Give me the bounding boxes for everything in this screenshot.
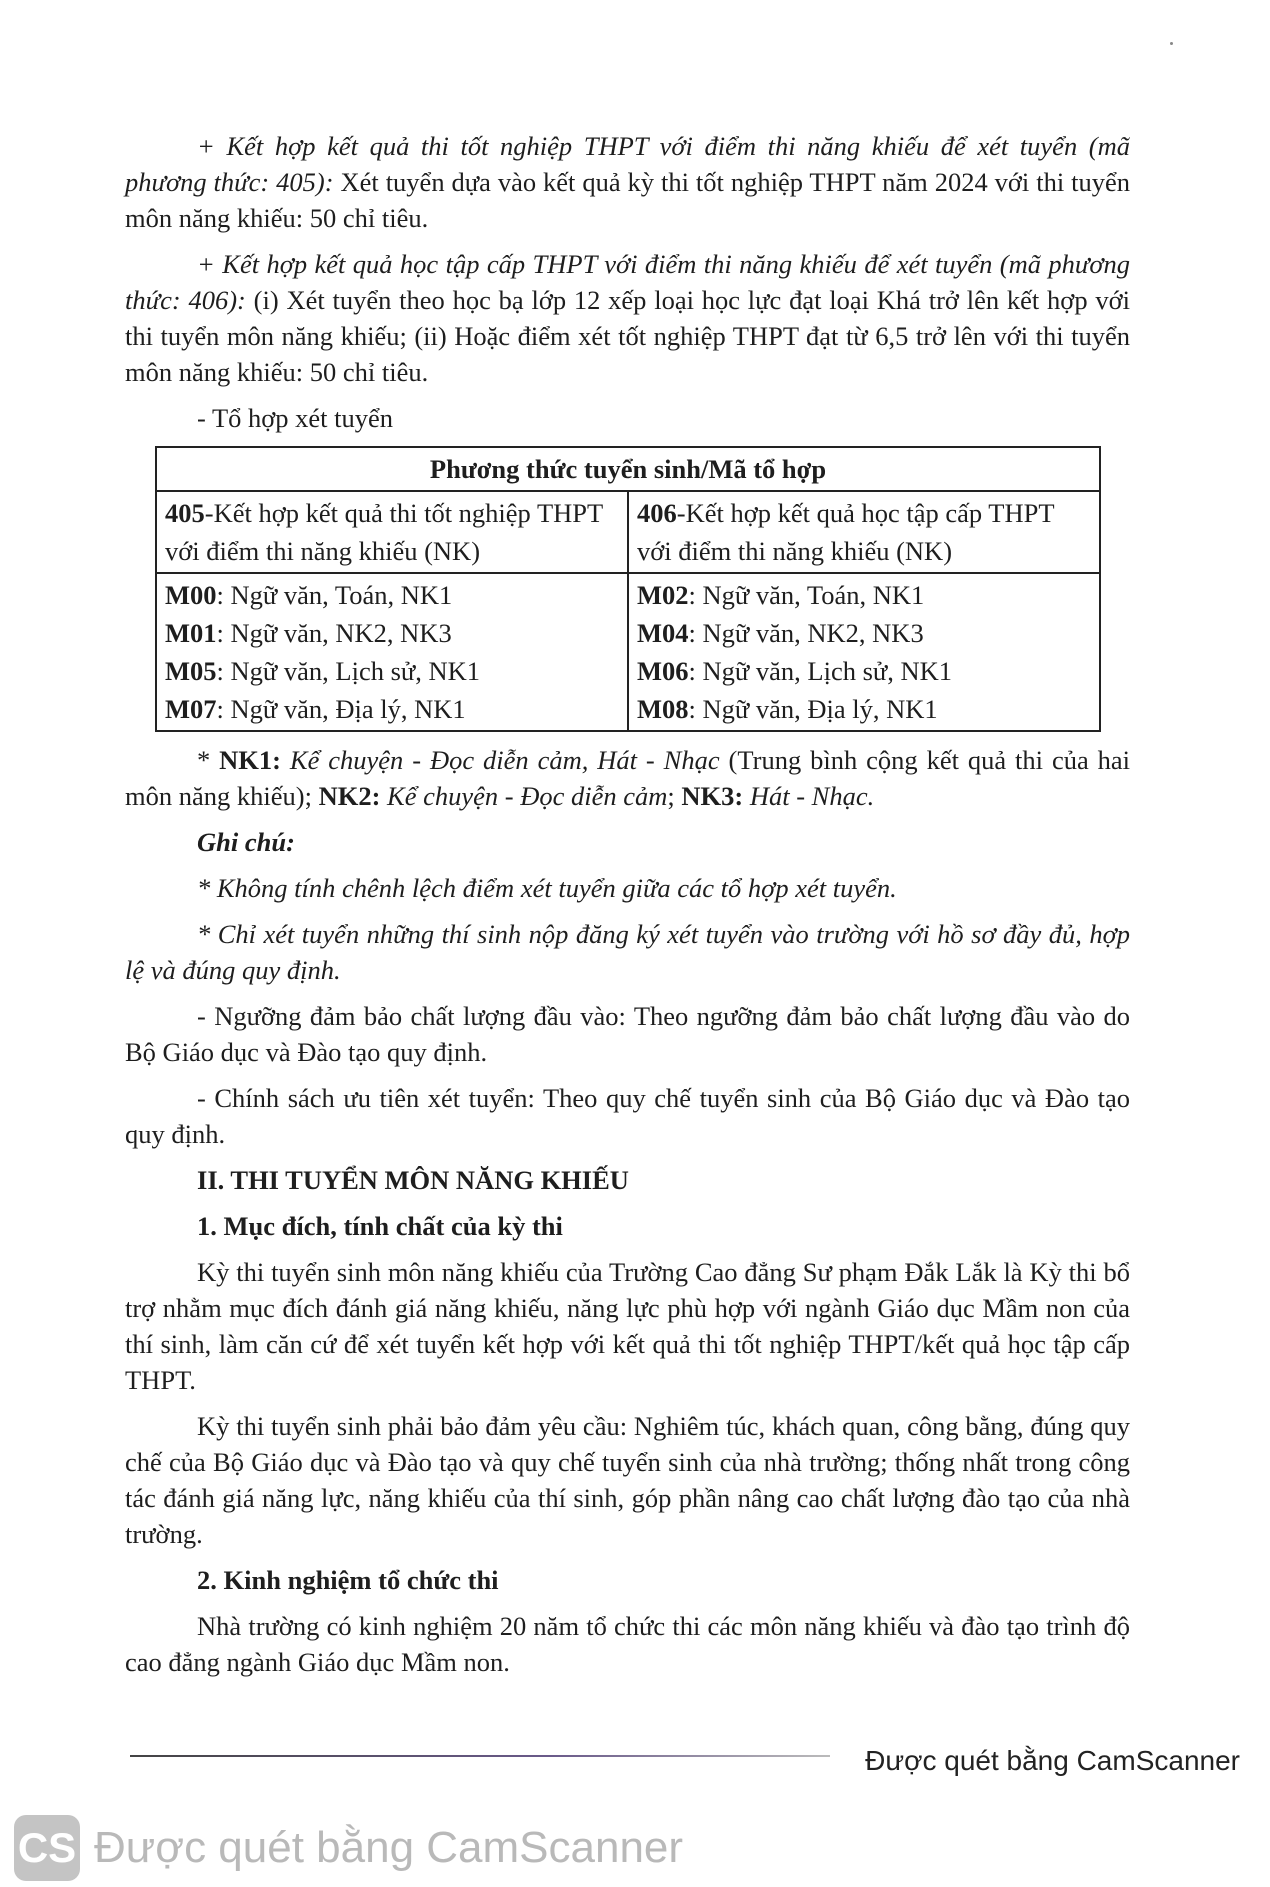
method-406-code: 406 [637,498,677,528]
footnote-star: * [197,745,220,775]
table-method-row [156,491,1100,573]
table-header: Phương thức tuyển sinh/Mã tổ hợp [156,447,1100,491]
table-header-row [156,447,1100,491]
combo-item [637,690,1091,728]
method-405-text: Xét tuyển dựa vào kết quả kỳ thi tốt nghiệp THPT năm 2024 với thi tuyển môn năng khiếu: 50 chỉ tiêu. [125,167,1130,233]
combo-code: M07 [165,694,217,724]
section-2-title: II. THI TUYỂN MÔN NĂNG KHIẾU [197,1165,629,1195]
table-row [156,573,1100,731]
combo-subjects: : Ngữ văn, Lịch sử, NK1 [216,656,481,686]
method-405-code: 405 [165,498,205,528]
subsection-1-paragraph-1: Kỳ thi tuyển sinh môn năng khiếu của Trường Cao đẳng Sư phạm Đắk Lắk là Kỳ thi bổ trợ nhằm mục đích đánh giá năng khiếu, năng lực phù hợp với ngành Giáo dục Mầm non của thí sinh, làm căn cứ để xét tuyển kết hợp với kết quả thi tốt nghiệp THPT/kết quả học tập cấp THPT. [125,1257,1130,1395]
combo-subjects: : Ngữ văn, NK2, NK3 [216,618,452,648]
combo-code: M00 [165,580,217,610]
combo-code: M06 [637,656,689,686]
combo-code: M08 [637,694,689,724]
document-page [125,128,1130,1690]
combo-code: M01 [165,618,217,648]
combo-subjects: : Ngữ văn, Địa lý, NK1 [216,694,466,724]
combo-subjects: : Ngữ văn, NK2, NK3 [688,618,924,648]
note-2: * Chỉ xét tuyển những thí sinh nộp đăng ký xét tuyển vào trường với hồ sơ đầy đủ, hợp lệ và đúng quy định. [125,919,1130,985]
subsection-1-paragraph-2: Kỳ thi tuyển sinh phải bảo đảm yêu cầu: Nghiêm túc, khách quan, công bằng, đúng quy chế của Bộ Giáo dục và Đào tạo và quy chế tuyển sinh của nhà trường; thống nhất trong công tác đánh giá năng lực, năng khiếu của thí sinh, góp phần nâng cao chất lượng đào tạo của nhà trường. [125,1411,1130,1549]
combo-item [165,576,619,614]
combo-code: M02 [637,580,689,610]
combo-subjects: : Ngữ văn, Toán, NK1 [216,580,453,610]
nk3-value: Hát - Nhạc. [743,781,875,811]
method-405-label: + Kết hợp kết quả thi tốt nghiệp THPT với điểm thi năng khiếu để xét tuyển (mã phương thức: 405): [125,131,1130,197]
method-405-desc: -Kết hợp kết quả thi tốt nghiệp THPT với điểm thi năng khiếu (NK) [165,498,603,566]
subsection-2-paragraph-1: Nhà trường có kinh nghiệm 20 năm tổ chức thi các môn năng khiếu và đào tạo trình độ cao đẳng ngành Giáo dục Mầm non. [125,1611,1130,1677]
nk1-value: Kể chuyện - Đọc diễn cảm, Hát - Nhạc [281,745,720,775]
method-405-paragraph [125,128,1130,236]
notes-title: Ghi chú: [197,827,295,857]
nk-footnote [125,742,1130,814]
method-406-label: + Kết hợp kết quả học tập cấp THPT với điểm thi năng khiếu để xét tuyển (mã phương thức: 406): [125,249,1130,315]
combo-code: M04 [637,618,689,648]
scan-divider [130,1755,830,1757]
nk2-key: NK2: [318,781,381,811]
combo-item [637,576,1091,614]
threshold-paragraph: - Ngưỡng đảm bảo chất lượng đầu vào: Theo ngưỡng đảm bảo chất lượng đầu vào do Bộ Giáo dục và Đào tạo quy định. [125,1001,1130,1067]
camscanner-watermark [14,1815,683,1881]
combo-item [165,614,619,652]
note-1: * Không tính chênh lệch điểm xét tuyển giữa các tổ hợp xét tuyển. [197,873,897,903]
combo-item [637,614,1091,652]
subsection-2-title: 2. Kinh nghiệm tổ chức thi [197,1565,499,1595]
combo-subjects: : Ngữ văn, Lịch sử, NK1 [688,656,953,686]
combo-intro: - Tổ hợp xét tuyển [197,403,394,433]
method-406-text: (i) Xét tuyển theo học bạ lớp 12 xếp loại học lực đạt loại Khá trở lên kết hợp với thi tuyển môn năng khiếu; (ii) Hoặc điểm xét tốt nghiệp THPT đạt từ 6,5 trở lên với thi tuyển môn năng khiếu: 50 chỉ tiêu. [125,285,1130,387]
combo-item [637,652,1091,690]
combo-cell-left [156,573,628,731]
method-406-paragraph [125,246,1130,390]
method-406-desc: -Kết hợp kết quả học tập cấp THPT với điểm thi năng khiếu (NK) [637,498,1055,566]
nk-separator: ; [667,781,682,811]
nk3-key: NK3: [681,781,744,811]
combination-table [155,446,1101,732]
combo-code: M05 [165,656,217,686]
nk2-value: Kể chuyện - Đọc diễn cảm [380,781,668,811]
combo-item [165,652,619,690]
method-406-cell [628,491,1100,573]
camscanner-mark: Được quét bằng CamScanner [865,1745,1240,1776]
method-405-cell [156,491,628,573]
combo-cell-right [628,573,1100,731]
subsection-1-title: 1. Mục đích, tính chất của kỳ thi [197,1211,563,1241]
watermark-text: Được quét bằng CamScanner [94,1823,684,1872]
nk1-note: (Trung bình cộng kết quả thi của hai môn năng khiếu); [125,745,1131,811]
combo-item [165,690,619,728]
combo-subjects: : Ngữ văn, Toán, NK1 [688,580,925,610]
scan-speck [1170,42,1173,45]
nk1-key: NK1: [219,745,281,775]
priority-paragraph: - Chính sách ưu tiên xét tuyển: Theo quy chế tuyển sinh của Bộ Giáo dục và Đào tạo quy định. [125,1083,1130,1149]
camscanner-logo-icon: CS [14,1815,80,1881]
combo-subjects: : Ngữ văn, Địa lý, NK1 [688,694,938,724]
